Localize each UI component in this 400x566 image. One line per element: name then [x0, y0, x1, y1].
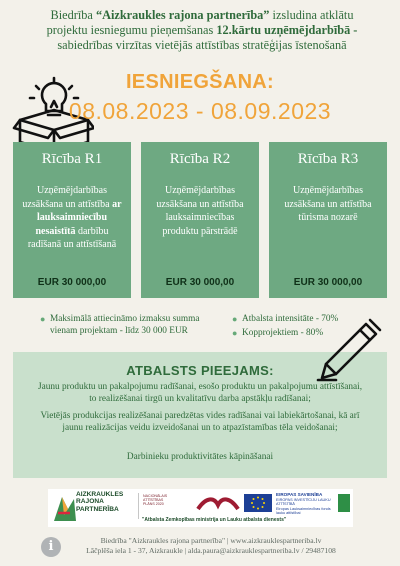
card-title: Rīcība R2 [169, 151, 231, 167]
list-item: ● Kopprojektiem - 80% [232, 328, 324, 338]
bullet-icon: ● [232, 328, 238, 338]
announcement-header [12, 8, 392, 53]
footer-line-2: Lāčplēša iela 1 - 37, Aizkraukle | alda.paura@aizkrauklespartneriba.lv / 29487108 [86, 546, 336, 555]
header-line-2: projektu iesniegumu pieņemšanas 12.kārtu uzņēmējdarbībā - [46, 23, 358, 37]
info-icon: i [41, 537, 61, 557]
card-amount: EUR 30 000,00 [165, 277, 235, 288]
sponsor-caption: "Atbalsta Zemkopības ministrija un Lauku atbalsta dienests" [142, 517, 287, 523]
sponsor-logos [48, 489, 353, 527]
eu-logo-text: EIROPAS SAVIENĪBA EIROPAS INVESTĪCIJU LAUKU ATTĪSTĪBĀ Eiropas Lauksaimniecības fonds lauku attīstībai [276, 492, 331, 516]
submission-dates: 08.08.2023 - 08.09.2023 [68, 98, 332, 124]
submission-label: IESNIEGŠANA: [125, 71, 275, 93]
card-title: Rīcība R1 [41, 151, 103, 167]
header-line-3: sabiedrības virzītas vietējās attīstības stratēģijas īstenošanā [57, 38, 347, 52]
footer-line-1: Biedrība "Aizkraukles rajona partnerība" | www.aizkrauklespartneriba.lv [100, 536, 322, 545]
header-line-1: Biedrība “Aizkraukles rajona partnerība” izsludina atklātu [50, 8, 354, 22]
action-card-r2 [141, 142, 259, 298]
card-description: Uzņēmējdarbības uzsākšana un attīstība tūrisma nozarē [284, 185, 372, 223]
card-amount: EUR 30 000,00 [293, 277, 363, 288]
card-description: Uzņēmējdarbības uzsākšana un attīstība ar lauksaimniecību nesaistītā darbību radīšanā un attīstīšanā [22, 185, 122, 250]
list-item: ● Maksimālā attiecināmo izmaksu summa vienam projektam - līdz 30 000 EUR [40, 314, 200, 336]
card-description: Uzņēmējdarbības uzsākšana un attīstība lauksaimniecības produktu pārstrādē [156, 185, 244, 237]
card-amount: EUR 30 000,00 [37, 277, 107, 288]
latvia-ribbon-logo [196, 495, 240, 515]
support-item: Vietējās produkcijas realizēšanai paredzētas vides radīšanai vai labiekārtošanai, kā arī jaunu realizācijas veidu izveidošanai un to atpazīstamības tēla veidošanai; [40, 411, 360, 433]
eu-flag-icon [244, 494, 272, 512]
support-item: Jaunu produktu un pakalpojumu radīšanai, esošo produktu un pakalpojumu attīstīšanai, to realizēšanai tirgū un kvalitatīvu darba apstākļu radīšanai; [37, 382, 363, 404]
leader-logo [338, 494, 350, 512]
support-item: Darbinieku produktivitātes kāpināšanai [126, 452, 274, 462]
aizkraukles-logo-text: AIZKRAUKLES RAJONA PARTNERĪBA [76, 491, 124, 513]
bullet-icon: ● [232, 314, 238, 324]
action-cards [13, 142, 387, 298]
support-title: ATBALSTS PIEEJAMS: [126, 363, 274, 378]
action-card-r1 [13, 142, 131, 298]
organization-name: “Aizkraukles rajona partnerība” [95, 8, 270, 22]
list-item: ● Atbalsta intensitāte - 70% [232, 314, 339, 324]
nap2020-logo: NACIONĀLAIS ATTĪSTĪBAS PLĀNS 2020 [138, 493, 188, 519]
action-card-r3 [269, 142, 387, 298]
contact-footer [66, 536, 356, 556]
bullet-icon: ● [40, 314, 46, 324]
card-title: Rīcība R3 [297, 151, 359, 167]
pen-icon [312, 318, 382, 384]
